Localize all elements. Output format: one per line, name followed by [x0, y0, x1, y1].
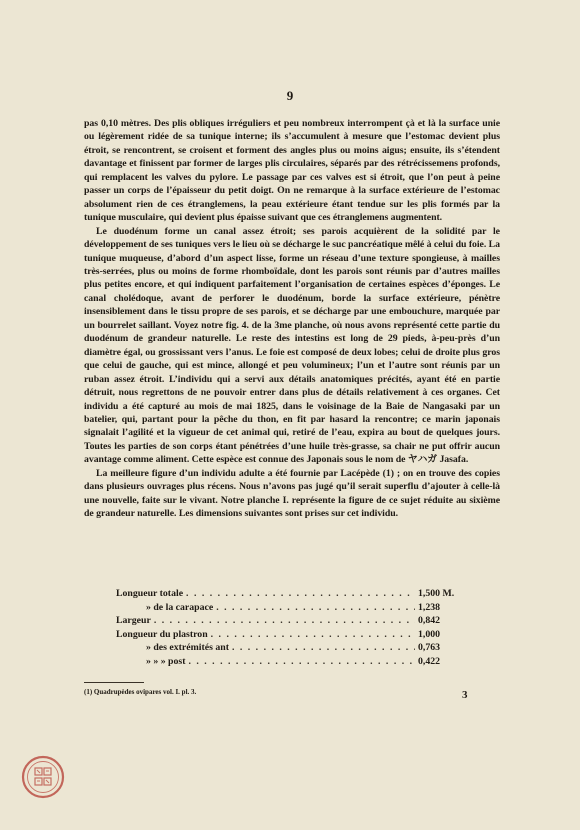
measurement-row [116, 655, 482, 669]
measurement-row [116, 601, 482, 615]
measurements-table [116, 587, 482, 669]
footnote: (1) Quadrupèdes ovipares vol. I. pl. 3. [84, 688, 197, 696]
signature-mark: 3 [462, 689, 468, 701]
measurement-label: » » » post [146, 655, 186, 667]
measurement-label: » des extrémités ant [146, 642, 229, 654]
page-number: 9 [286, 88, 294, 103]
measurement-label: » de la carapace [146, 601, 214, 613]
measurement-value: 1,500 M. [418, 588, 455, 599]
dot-leader [186, 587, 415, 601]
footnote-rule [84, 682, 144, 683]
dot-leader [232, 641, 415, 655]
paragraph: La meilleure figure d’un individu adulte a été fournie par Lacépède (1) ; on en trouve des copies dans plusieurs ouvrages plus récens. Nous n’avons pas jugé qu’il serait superflu d’ajouter à celle-là une nouvelle, faite sur le vivant. Notre planche I. représente la figure de ce sujet réduite au sixième de grandeur naturelle. Les dimensions suivantes sont prises sur cet individu. [84, 467, 500, 520]
measurement-row [116, 641, 482, 655]
measurement-value: 0,842 [418, 615, 441, 627]
paragraph: pas 0,10 mètres. Des plis obliques irréguliers et peu nombreux interrompent çà et là la surface unie ou légèrement ridée de sa tunique interne; ils s’accumulent à mesure que l’estomac devient plus étroit, se rencontrent, se croisent et forment des angles plus ou moins aigus; ensuite, ils s’étendent davantage et finissent par former de larges plis circulaires, séparés par des rétrécissemens profonds, qui remplacent les valves du pylore. Le passage par ces valves est si étroit, que l’on peut à peine passer un corps de l’épaisseur du petit doigt. On ne remarque à la surface extérieure de l’estomac absolument rien de ces étranglemens, la peau extérieure étant tendue sur les plis formés par la tunique musculaire, qui devient plus épaisse suivant que ces étranglemens augmentent. [84, 118, 500, 224]
library-stamp [20, 754, 66, 800]
measurement-value: 1,238 [418, 601, 441, 613]
dot-leader [188, 655, 415, 669]
measurement-row [116, 587, 482, 601]
measurement-value: 0,763 [418, 642, 441, 654]
measurement-label: Longueur totale [116, 588, 184, 599]
body-text [84, 117, 500, 521]
dot-leader [216, 601, 415, 615]
measurement-label: Largeur [116, 615, 151, 627]
paragraph: Le duodénum forme un canal assez étroit; ses parois acquièrent de la solidité par le développement de ses tuniques vers le lieu où se décharge le suc pancréatique mêlé à celui du foie. La tunique muqueuse, d’abord d’un aspect lisse, forme un réseau d’une texture spongieuse, à mailles très-serrées, plus ou moins de forme rhomboïdale, dont les parois sont réunis par d’autres mailles plus petites encore, et qui indiquent parfaitement l’organisation de certaines espèces d’éponges. Le canal cholédoque, avant de perforer le duodénum, borde la surface extérieure, pénètre insensiblement dans le tissu propre de ses parois, et se décharge par une embouchure, marquée par un bourrelet saillant. Voyez notre fig. 4. de la 3me planche, où nous avons représenté cette partie du duodénum de grandeur naturelle. Le reste des intestins est long de 29 pieds, à-peu-près d’un diamètre égal, ou grossissant vers l’anus. Le foie est composé de deux lobes; celui de droite plus gros que celui de gauche, qui est mince, allongé et peu volumineux; l’un et l’autre sont réunis par un ruban assez étroit. L’individu qui a servi aux détails anatomiques précités, ayant été en partie détruit, nous regrettons de ne pouvoir entrer dans plus de détails relativement à ces organes. Cet individu a été capturé au mois de mai 1825, dans le voisinage de la Baie de Nangasaki par un batelier, qui, partant pour la pêche du thon, en fit par hasard la rencontre; ce marin japonais signalait l’agilité et la vigueur de cet animal qui, retiré de l’eau, expira au bout de quelques jours. Toutes les parties de son corps étant pénétrées d’une huile très-grasse, sa chair ne put offrir aucun avantage comme aliment. Cette espèce est connue des Japonais sous le nom de ヤハガ Jasafa. [84, 225, 500, 466]
measurement-row [116, 614, 482, 628]
dot-leader [154, 614, 415, 628]
measurement-value: 0,422 [418, 655, 441, 667]
dot-leader [211, 628, 415, 642]
measurement-row [116, 628, 482, 642]
measurement-value: 1,000 [418, 628, 441, 640]
measurement-label: Longueur du plastron [116, 628, 208, 640]
